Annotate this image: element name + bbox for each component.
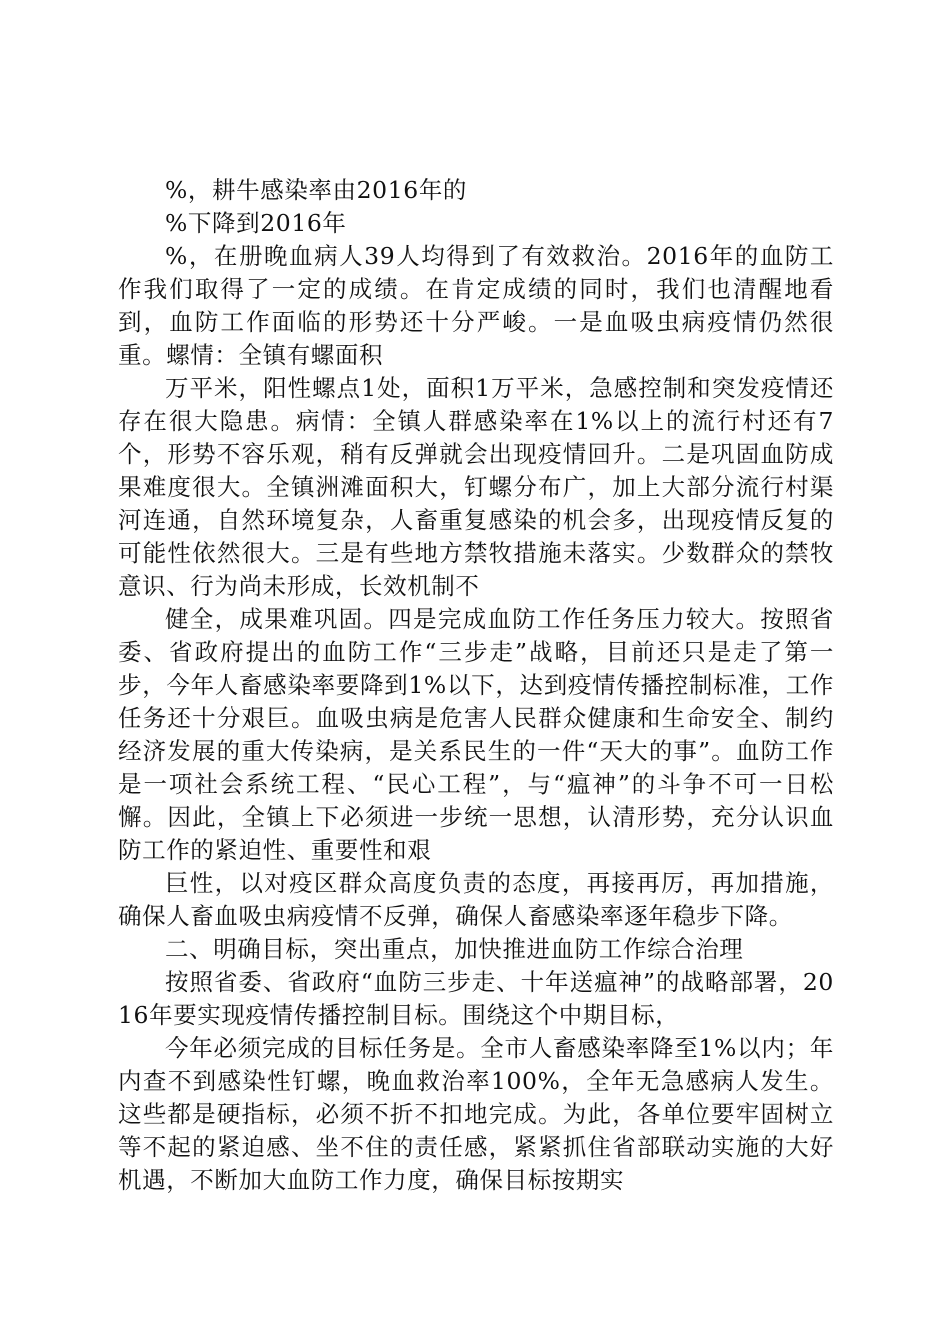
paragraph-6: 巨性，以对疫区群众高度负责的态度，再接再厉，再加措施，确保人畜血吸虫病疫情不反弹，确保人畜感染率逐年稳步下降。 (118, 869, 834, 930)
paragraph-7: 按照省委、省政府“血防三步走、十年送瘟神”的战略部署，2016年要实现疫情传播控制目标。围绕这个中期目标， (118, 968, 834, 1029)
document-body (118, 174, 834, 1197)
paragraph-4: 万平米，阳性螺点1处，面积1万平米，急感控制和突发疫情还存在很大隐患。病情：全镇人群感染率在1%以上的流行村还有7个，形势不容乐观，稍有反弹就会出现疫情回升。二是巩固血防成果难度很大。全镇洲滩面积大，钉螺分布广，加上大部分流行村渠河连通，自然环境复杂，人畜重复感染的机会多，出现疫情反复的可能性依然很大。三是有些地方禁牧措施未落实。少数群众的禁牧意识、行为尚未形成，长效机制不 (118, 374, 834, 600)
paragraph-2: %下降到2016年 (165, 209, 347, 237)
section-heading: 二、明确目标，突出重点，加快推进血防工作综合治理 (165, 935, 744, 963)
paragraph-1: %，耕牛感染率由2016年的 (165, 176, 468, 204)
paragraph-3: %，在册晚血病人39人均得到了有效救治。2016年的血防工作我们取得了一定的成绩。在肯定成绩的同时，我们也清醒地看到，血防工作面临的形势还十分严峻。一是血吸虫病疫情仍然很重。螺情：全镇有螺面积 (118, 242, 834, 369)
paragraph-8: 今年必须完成的目标任务是。全市人畜感染率降至1%以内；年内查不到感染性钉螺，晚血救治率100%，全年无急感病人发生。这些都是硬指标，必须不折不扣地完成。为此，各单位要牢固树立等不起的紧迫感、坐不住的责任感，紧紧抓住省部联动实施的大好机遇，不断加大血防工作力度，确保目标按期实 (118, 1034, 834, 1194)
paragraph-5: 健全，成果难巩固。四是完成血防工作任务压力较大。按照省委、省政府提出的血防工作“三步走”战略，目前还只是走了第一步，今年人畜感染率要降到1%以下，达到疫情传播控制标准，工作任务还十分艰巨。血吸虫病是危害人民群众健康和生命安全、制约经济发展的重大传染病，是关系民生的一件“天大的事”。血防工作是一项社会系统工程、“民心工程”，与“瘟神”的斗争不可一日松懈。因此，全镇上下必须进一步统一思想，认清形势，充分认识血防工作的紧迫性、重要性和艰 (118, 605, 834, 864)
